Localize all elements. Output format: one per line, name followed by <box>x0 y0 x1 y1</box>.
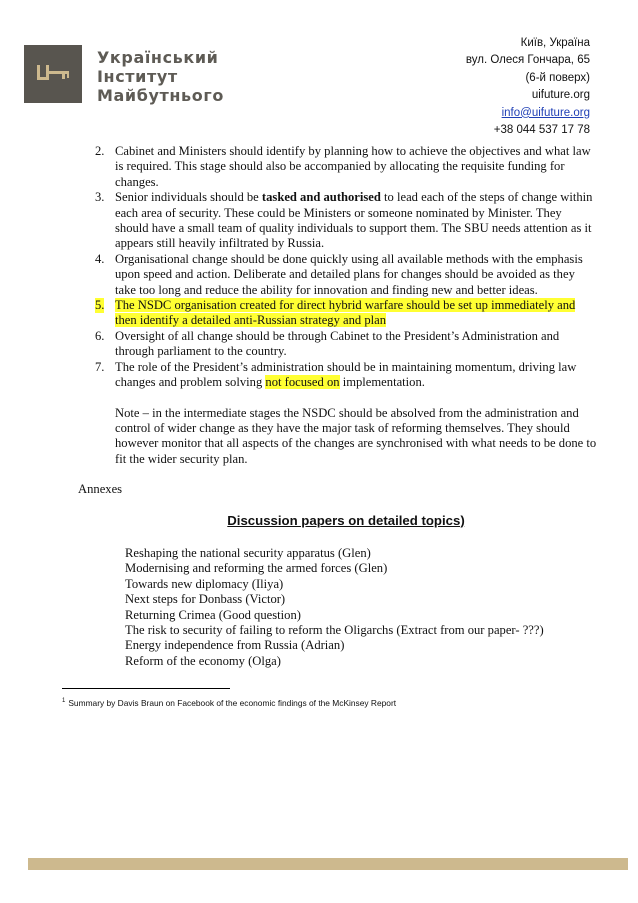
list-number: 3. <box>95 190 105 205</box>
footnote-mark: 1 <box>62 698 66 705</box>
list-number: 7. <box>95 359 105 374</box>
list-item <box>78 360 598 391</box>
discussion-heading: Discussion papers on detailed topics) <box>227 512 465 528</box>
list-text: Organisational change should be done quickly using all available methods with the emphasis upon speed and action. Deliberate and detailed plans for changes should be avoided as they take too long and reduce the ability for innovation and finding new and better ideas. <box>115 251 583 297</box>
list-text-post: implementation. <box>339 375 425 390</box>
list-text: Oversight of all change should be through Cabinet to the President’s Administration and through parliament to the country. <box>115 328 560 359</box>
contact-email-link[interactable]: info@uifuture.org <box>501 106 590 119</box>
list-number: 6. <box>95 328 105 343</box>
list-text-pre: The role of the President’s administration should be in maintaining momentum, driving law changes and problem solving <box>115 359 577 390</box>
bold-phrase: tasked and authorised <box>261 190 381 205</box>
list-item <box>78 144 598 190</box>
contact-block <box>466 35 590 139</box>
annexes-label: Annexes <box>78 482 123 497</box>
key-logo-icon <box>24 45 82 103</box>
list-text-pre: Senior individuals should be <box>115 190 262 205</box>
topic-item: Reform of the economy (Olga) <box>125 653 281 668</box>
list-number: 4. <box>95 251 105 266</box>
list-text-post: to lead each of the steps of change within each area of security. These could be Ministers or someone nominated by Minister. They should have a small team of quality individuals to support them. The SBU needs attention as it appears still heavily infiltrated by Russia. <box>115 190 593 251</box>
numbered-list <box>78 144 598 391</box>
topic-item: The risk to security of failing to reform the Oligarchs (Extract from our paper- ???) <box>125 622 544 637</box>
contact-street: вул. Олеся Гончара, 65 <box>465 54 590 67</box>
highlighted-text: The NSDC organisation created for direct hybrid warfare should be set up immediately and then identify a detailed anti-Russian strategy and plan <box>115 298 576 328</box>
footnote <box>62 698 396 708</box>
institute-name: Український Інститут Майбутнього <box>97 48 224 105</box>
logo-mark <box>24 45 82 103</box>
document-body <box>78 144 598 669</box>
contact-city: Київ, Україна <box>520 37 590 49</box>
footnote-text: Summary by Davis Braun on Facebook of the economic findings of the McKinsey Report <box>68 698 397 708</box>
list-item <box>78 190 598 252</box>
topic-item: Returning Crimea (Good question) <box>125 607 301 622</box>
contact-website[interactable]: uifuture.org <box>531 89 590 102</box>
list-number: 5. <box>95 298 105 313</box>
list-text: Cabinet and Ministers should identify by planning how to achieve the objectives and what law is required. This stage should also be accompanied by allocating the requisite funding for changes. <box>115 144 591 189</box>
highlighted-phrase: not focused on <box>265 375 340 390</box>
list-item <box>78 329 598 360</box>
list-item <box>78 252 598 298</box>
topic-item: Towards new diplomacy (Iliya) <box>125 576 284 591</box>
contact-phone: +38 044 537 17 78 <box>493 124 590 137</box>
topic-item: Energy independence from Russia (Adrian) <box>125 638 345 653</box>
list-item-highlighted <box>78 298 598 329</box>
topic-item: Modernising and reforming the armed forces (Glen) <box>125 561 388 576</box>
list-number: 2. <box>95 144 105 158</box>
contact-floor: (6-й поверх) <box>525 71 590 84</box>
note-paragraph: Note – in the intermediate stages the NSDC should be absolved from the administration and control of wider change as they have the major task of reforming themselves. They should however monitor that all aspects of the changes are synchronised with what needs to be done to fit the wider security plan. <box>115 405 597 466</box>
topic-item: Reshaping the national security apparatus (Glen) <box>125 545 371 560</box>
topic-item: Next steps for Donbass (Victor) <box>125 592 286 607</box>
topics-list <box>78 546 598 669</box>
footnote-divider <box>62 688 230 689</box>
footer-bar <box>28 858 628 870</box>
